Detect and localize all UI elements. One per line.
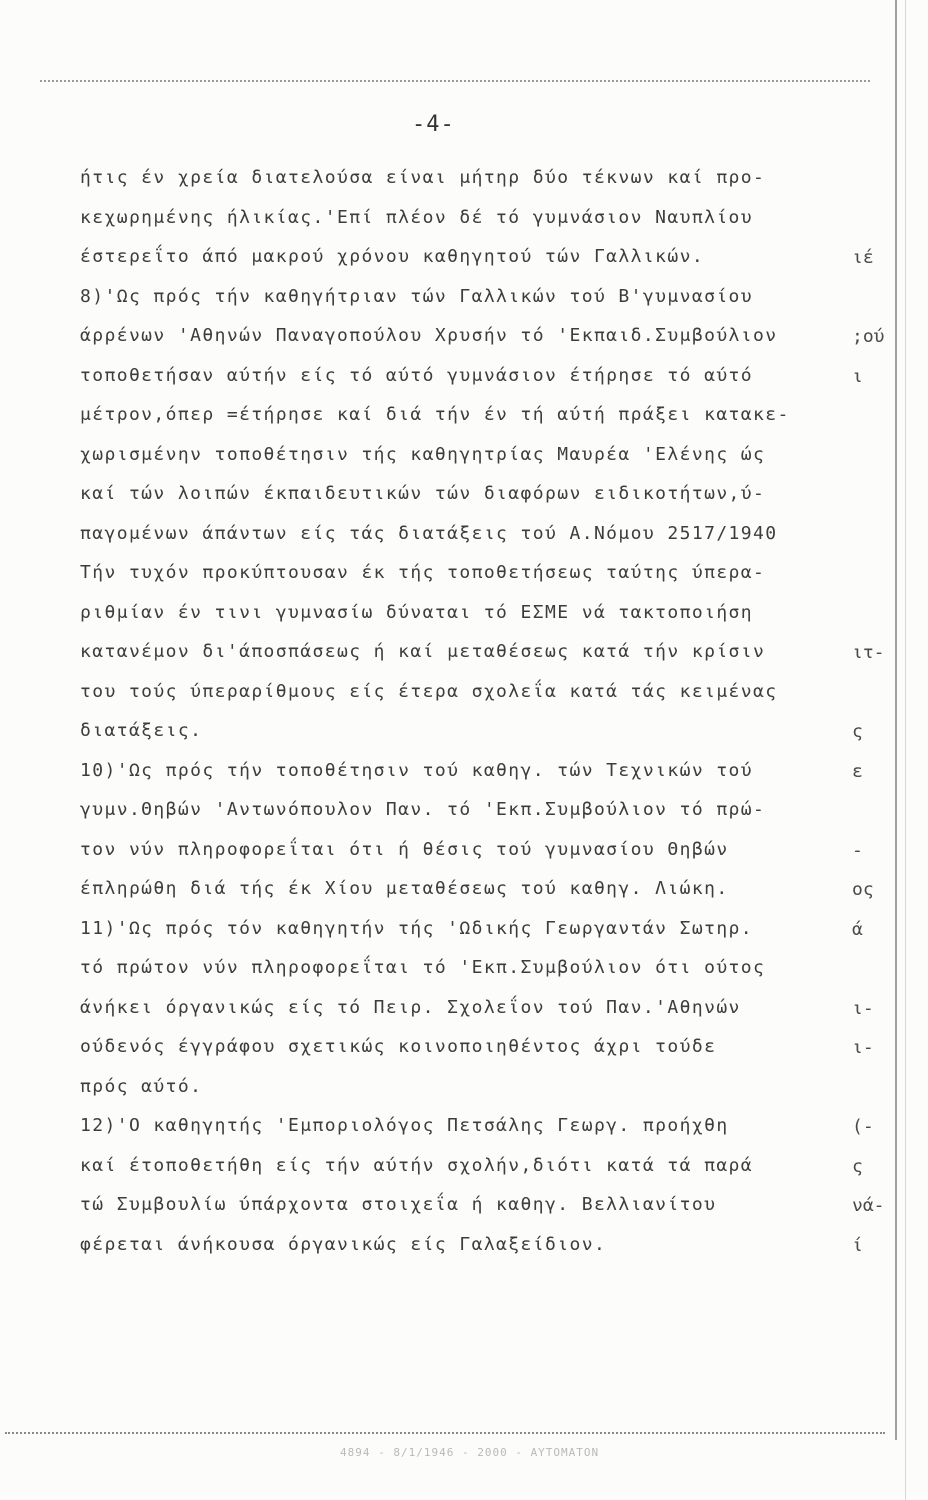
margin-fragment: ι- (852, 1037, 874, 1058)
margin-fragment: (- (852, 1116, 874, 1137)
margin-fragment: ι (852, 365, 863, 387)
margin-fragment: ιέ (852, 247, 874, 268)
text-line: κεχωρημένης ήλικίας.'Επί πλέον δέ τό γυμνάσιον Ναυπλίου (80, 206, 754, 228)
margin-fragment: - (852, 839, 863, 861)
text-line: διατάξεις. (80, 720, 203, 741)
text-line: τοποθετήσαν αύτήν είς τό αύτό γυμνάσιον έτήρησε τό αύτό (80, 364, 754, 386)
text-line: ήτις έν χρεία διατελούσα είναι μήτηρ δύο τέκνων καί προ- (80, 167, 766, 188)
right-page-edge (905, 0, 906, 1500)
page-number: -4- (412, 112, 455, 137)
text-line: άνήκει όργανικώς είς τό Πειρ. Σχολεΐον τού Παν.'Αθηνών (80, 996, 741, 1018)
text-line: 11)'Ως πρός τόν καθηγητήν τής 'Ωδικής Γεωργαντάν Σωτηρ. (80, 917, 754, 939)
typewritten-body (80, 158, 850, 1264)
text-line: ριθμίαν έν τινι γυμνασίω δύναται τό ΕΣΜΕ νά τακτοποιήση (80, 601, 754, 623)
text-line: 8)'Ως πρός τήν καθηγήτριαν τών Γαλλικών τού Β'γυμνασίου (80, 285, 754, 307)
text-line: καί τών λοιπών έκπαιδευτικών τών διαφόρων ειδικοτήτων,ύ- (80, 483, 766, 504)
footer-stamp: 4894 - 8/1/1946 - 2000 - ΑΥΤΟΜΑΤΟΝ (340, 1446, 600, 1459)
margin-fragment: ι- (852, 997, 874, 1019)
margin-fragment: νά- (852, 1195, 885, 1216)
text-line: έστερεΐτο άπό μακρού χρόνου καθηγητού τών Γαλλικών. (80, 246, 705, 267)
text-line: παγομένων άπάντων είς τάς διατάξεις τού Α.Νόμου 2517/1940 (80, 522, 778, 544)
margin-fragment: ί (852, 1234, 863, 1256)
text-line: πρός αύτό. (80, 1075, 203, 1097)
margin-fragment: ιτ- (852, 642, 885, 663)
right-binding-edge (895, 0, 897, 1440)
text-line: καί έτοποθετήθη είς τήν αύτήν σχολήν,διότι κατά τά παρά (80, 1154, 754, 1176)
margin-fragment: ς (852, 1155, 863, 1177)
margin-fragment: ς (852, 721, 863, 742)
text-line: φέρεται άνήκουσα όργανικώς είς Γαλαξείδιον. (80, 1233, 607, 1255)
text-line: γυμν.Θηβών 'Αντωνόπουλον Παν. τό 'Εκπ.Συμβούλιον τό πρώ- (80, 799, 766, 820)
text-line: τώ Συμβουλίω ύπάρχοντα στοιχεΐα ή καθηγ. Βελλιανίτου (80, 1194, 717, 1215)
text-line: τον νύν πληροφορεΐται ότι ή θέσις τού γυμνασίου Θηβών (80, 838, 729, 860)
margin-fragment: ά (852, 918, 863, 940)
text-line: Τήν τυχόν προκύπτουσαν έκ τής τοποθετήσεως ταύτης ύπερα- (80, 562, 766, 583)
text-line: 12)'Ο καθηγητής 'Εμποριολόγος Πετσάλης Γεωργ. προήχθη (80, 1115, 729, 1136)
text-line: άρρένων 'Αθηνών Παναγοπούλου Χρυσήν τό 'Εκπαιδ.Συμβούλιον (80, 325, 778, 346)
text-line: του τούς ύπεραρίθμους είς έτερα σχολεΐα κατά τάς κειμένας (80, 680, 778, 702)
margin-fragment: ;ού (852, 326, 885, 347)
text-line: κατανέμον δι'άποσπάσεως ή καί μεταθέσεως κατά τήν κρίσιν (80, 641, 766, 662)
top-dotted-rule (40, 80, 870, 82)
text-line: χωρισμένην τοποθέτησιν τής καθηγητρίας Μαυρέα 'Ελένης ώς (80, 443, 766, 465)
text-line: ούδενός έγγράφου σχετικώς κοινοποιηθέντος άχρι τούδε (80, 1036, 717, 1057)
margin-fragment: ε (852, 760, 863, 782)
text-line: έπληρώθη διά τής έκ Χίου μεταθέσεως τού καθηγ. Λιώκη. (80, 878, 729, 899)
bottom-dotted-rule (5, 1432, 885, 1434)
text-line: μέτρον,όπερ =έτήρησε καί διά τήν έν τή αύτή πράξει κατακε- (80, 404, 790, 425)
text-line: 10)'Ως πρός τήν τοποθέτησιν τού καθηγ. τών Τεχνικών τού (80, 759, 754, 781)
text-line: τό πρώτον νύν πληροφορεΐται τό 'Εκπ.Συμβούλιον ότι ούτος (80, 957, 766, 978)
margin-fragment: ος (852, 879, 874, 900)
